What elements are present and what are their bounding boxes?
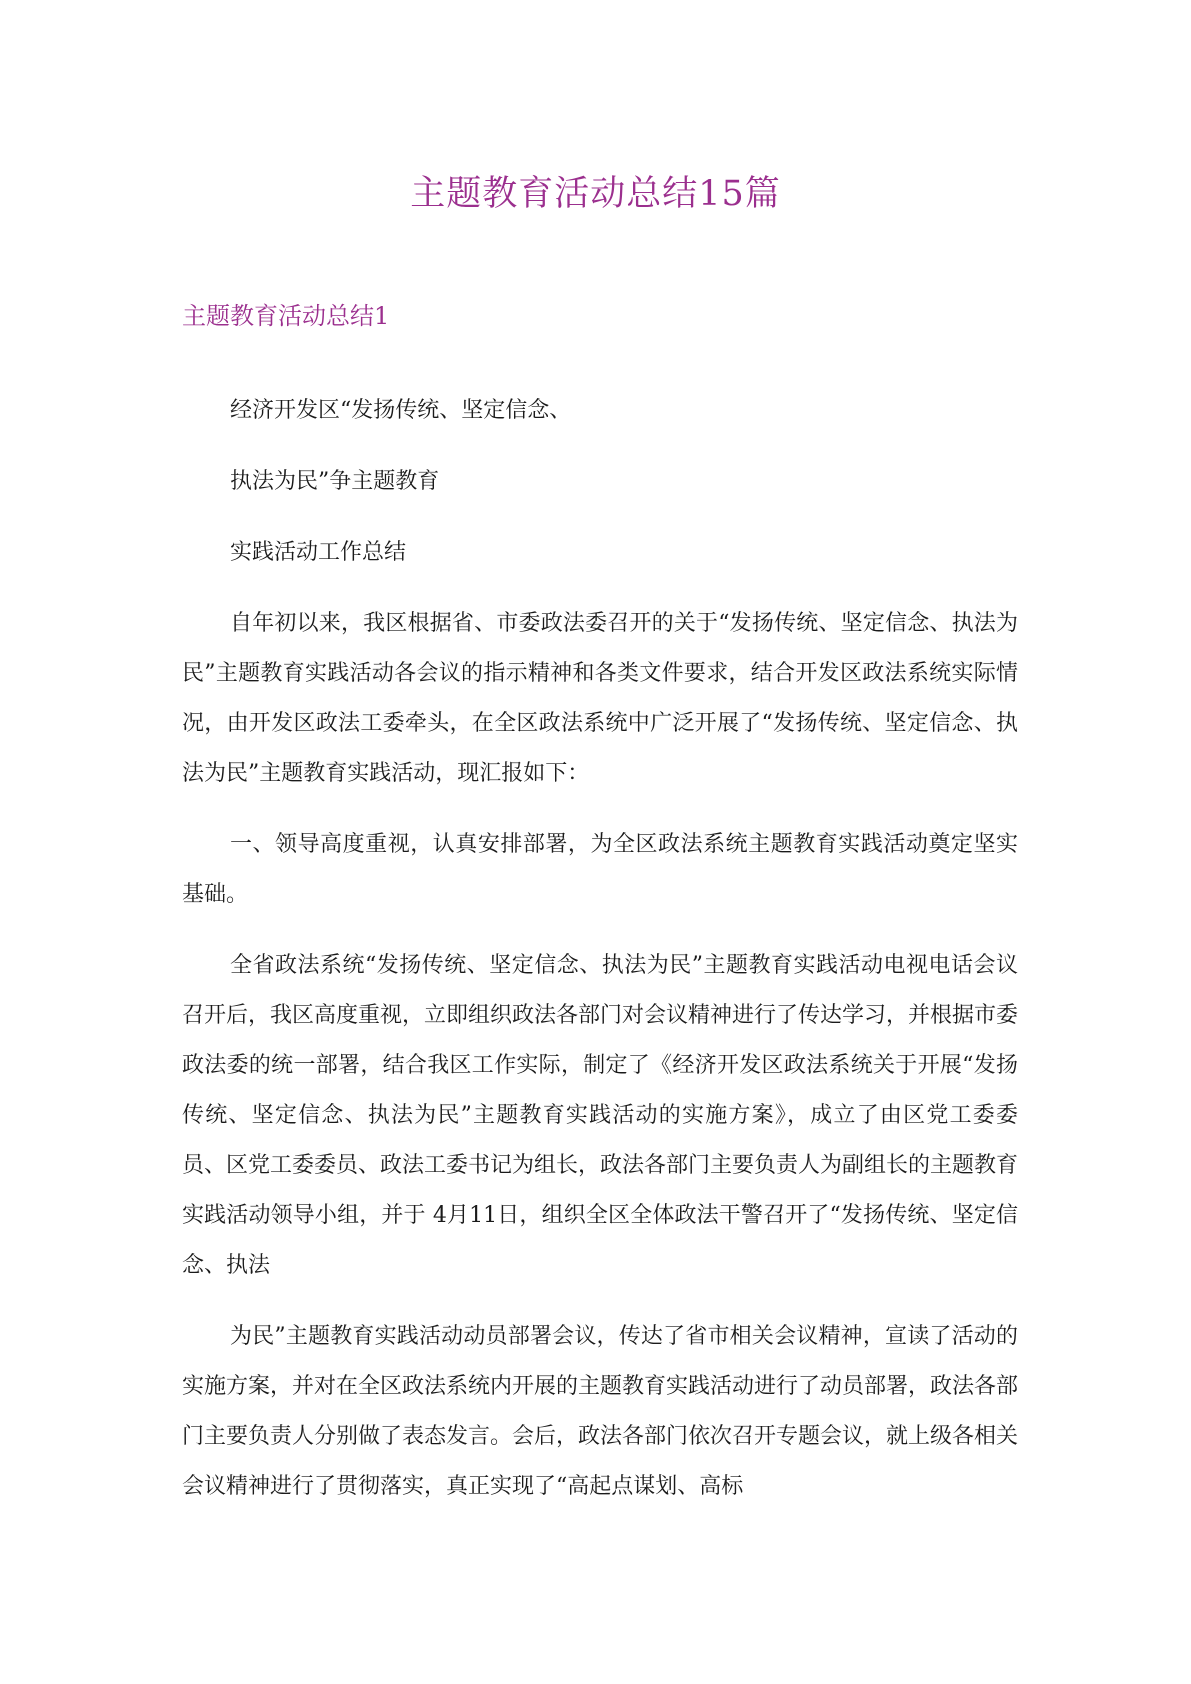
section-heading: 主题教育活动总结1: [182, 302, 390, 330]
paragraph: 执法为民”争主题教育: [230, 469, 440, 494]
paragraph: 经济开发区“发扬传统、坚定信念、: [230, 398, 572, 423]
document-body: [182, 386, 1018, 1533]
paragraph: 为民”主题教育实践活动动员部署会议，传达了省市相关会议精神，宣读了活动的实施方案，并对在全区政法系统内开展的主题教育实践活动进行了动员部署，政法各部门主要负责人分别做了表态发言。会后，政法各部门依次召开专题会议，就上级各相关会议精神进行了贯彻落实，真正实现了“高起点谋划、高标: [182, 1324, 1019, 1499]
paragraph: 一、领导高度重视，认真安排部署，为全区政法系统主题教育实践活动奠定坚实基础。: [182, 832, 1018, 907]
paragraph: 自年初以来，我区根据省、市委政法委召开的关于“发扬传统、坚定信念、执法为民”主题教育实践活动各会议的指示精神和各类文件要求，结合开发区政法系统实际情况，由开发区政法工委牵头，在全区政法系统中广泛开展了“发扬传统、坚定信念、执法为民”主题教育实践活动，现汇报如下：: [182, 611, 1018, 786]
paragraph: 实践活动工作总结: [230, 540, 407, 565]
paragraph: 全省政法系统“发扬传统、坚定信念、执法为民”主题教育实践活动电视电话会议召开后，我区高度重视，立即组织政法各部门对会议精神进行了传达学习，并根据市委政法委的统一部署，结合我区工作实际，制定了《经济开发区政法系统关于开展“发扬传统、坚定信念、执法为民”主题教育实践活动的实施方案》，成立了由区党工委委员、区党工委委员、政法工委书记为组长，政法各部门主要负责人为副组长的主题教育实践活动领导小组，并于 4月11日，组织全区全体政法干警召开了“发扬传统、坚定信念、执法: [182, 953, 1019, 1278]
document-title: 主题教育活动总结15篇: [410, 174, 781, 214]
